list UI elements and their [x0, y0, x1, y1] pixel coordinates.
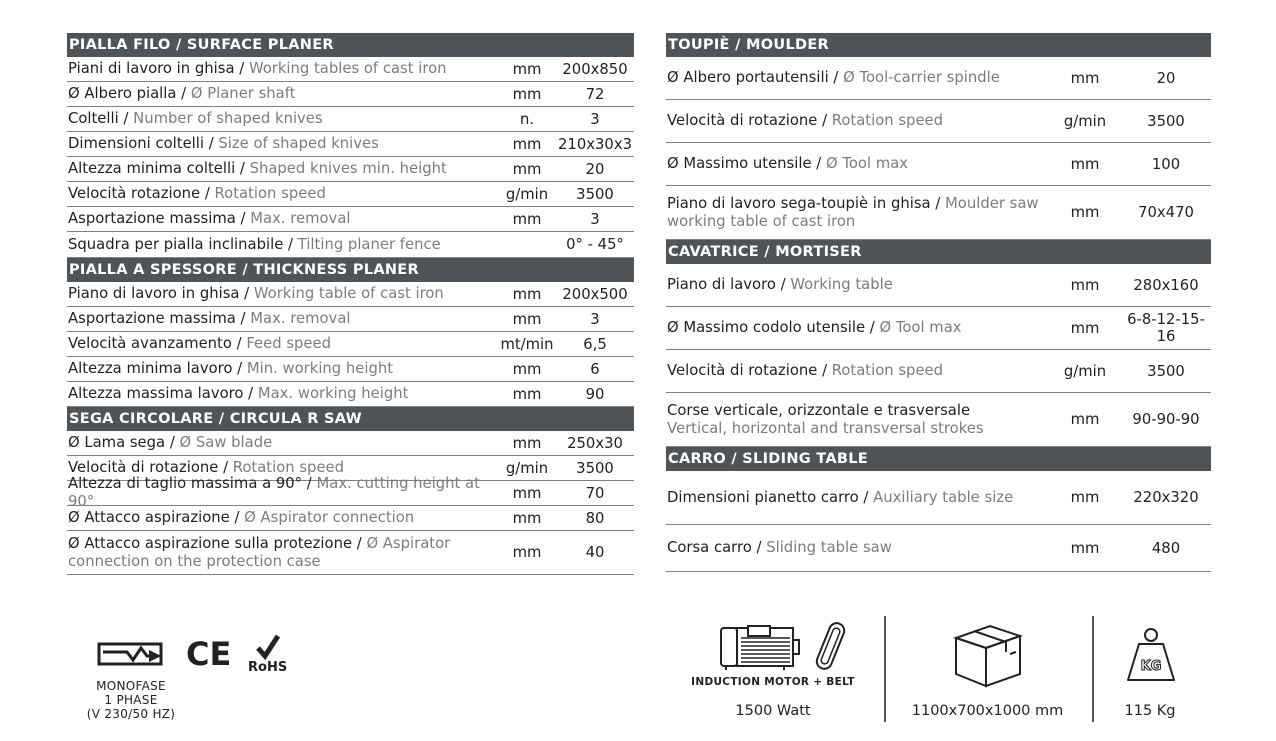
spec-value: 3500	[576, 459, 614, 477]
spec-label	[67, 110, 498, 128]
section-header: PIALLA A SPESSORE / THICKNESS PLANER	[67, 258, 634, 282]
spec-label	[67, 535, 498, 571]
spec-unit: mm	[1070, 319, 1100, 337]
power-caption	[83, 679, 179, 721]
spec-unit: mm	[1070, 204, 1100, 221]
spec-label-english: Min. working height	[246, 360, 394, 377]
spec-label-english: Ø Aspirator connection on the protection case	[68, 534, 451, 570]
spec-value: 200x500	[562, 285, 628, 303]
spec-value: 0° - 45°	[566, 236, 624, 253]
spec-label-italian: Piano di lavoro sega-toupiè in ghisa /	[667, 194, 946, 212]
spec-value: 72	[585, 85, 605, 103]
spec-unit: mm	[512, 385, 542, 403]
spec-row	[666, 100, 1211, 143]
spec-label-italian: Velocità rotazione /	[68, 185, 215, 202]
spec-label	[666, 69, 1049, 87]
spec-value: 90	[585, 385, 605, 403]
spec-unit: mm	[512, 360, 542, 378]
rohs-text: RoHS	[248, 660, 288, 674]
spec-label-english: Auxiliary table size	[873, 488, 1014, 506]
spec-label-italian: Dimensioni coltelli /	[68, 135, 219, 152]
spec-row	[666, 57, 1211, 100]
spec-label-italian: Corse verticale, orizzontale e trasversale	[667, 401, 971, 419]
spec-row	[67, 107, 634, 132]
spec-value: 3500	[576, 185, 614, 203]
spec-row	[67, 357, 634, 382]
spec-label-italian: Altezza massima lavoro /	[68, 385, 258, 402]
spec-label	[666, 195, 1049, 231]
spec-label-italian: Coltelli /	[68, 110, 134, 127]
spec-label-italian: Altezza di taglio massima a 90° /	[68, 475, 317, 492]
spec-label-italian: Altezza minima lavoro /	[68, 360, 247, 377]
spec-unit: g/min	[1063, 112, 1107, 130]
weight-value: 115 Kg	[1124, 703, 1176, 719]
spec-value: 100	[1151, 155, 1181, 173]
spec-label-italian: Velocità di rotazione /	[68, 459, 233, 476]
section-header: TOUPIÈ / MOULDER	[666, 33, 1211, 57]
spec-label	[67, 60, 498, 78]
spec-unit: n.	[519, 110, 535, 128]
single-phase-icon	[97, 640, 165, 668]
spec-label-english: Ø Aspirator connection	[244, 509, 415, 526]
spec-unit: mm	[512, 285, 542, 303]
spec-label	[67, 509, 498, 527]
right-spec-column	[666, 33, 1211, 572]
spec-unit: mm	[512, 544, 542, 561]
spec-value: 20	[585, 160, 605, 178]
spec-label	[67, 85, 498, 103]
weight-icon-text: KG	[1140, 659, 1162, 674]
motor-value: 1500 Watt	[735, 703, 811, 719]
spec-label-english: Sliding table saw	[766, 539, 892, 556]
spec-label	[67, 210, 498, 228]
spec-unit: mm	[1070, 411, 1100, 428]
spec-row	[67, 232, 634, 258]
spec-label-italian: Piani di lavoro in ghisa /	[68, 60, 249, 77]
spec-value: 3	[590, 210, 600, 228]
spec-label	[67, 285, 498, 303]
spec-label-italian: Ø Massimo utensile /	[667, 155, 826, 172]
spec-label-english: Vertical, horizontal and transversal strokes	[667, 419, 984, 437]
spec-label	[666, 276, 1049, 294]
spec-label-english: Rotation speed	[232, 459, 345, 476]
spec-label-italian: Piano di lavoro /	[667, 276, 791, 293]
spec-row	[666, 264, 1211, 307]
spec-label	[666, 539, 1049, 557]
spec-unit: mm	[1070, 69, 1100, 87]
spec-unit: mm	[512, 434, 542, 452]
belt-icon	[812, 620, 852, 672]
left-spec-column	[67, 33, 634, 575]
spec-value: 70	[585, 484, 605, 502]
spec-unit: mm	[512, 509, 542, 527]
section-header: PIALLA FILO / SURFACE PLANER	[67, 33, 634, 57]
spec-value: 480	[1151, 539, 1181, 557]
spec-unit: g/min	[505, 185, 549, 203]
spec-row	[666, 471, 1211, 525]
spec-label	[67, 434, 498, 452]
spec-value: 6-8-12-15-16	[1127, 311, 1205, 345]
spec-value: 210x30x3	[558, 135, 632, 153]
spec-value: 3	[590, 110, 600, 128]
spec-label-english: Tilting planer fence	[297, 235, 441, 253]
spec-label-english: Moulder saw working table of cast iron	[667, 194, 1039, 230]
spec-unit: mm	[1070, 539, 1100, 557]
spec-label-english: Max. removal	[250, 210, 351, 227]
spec-row	[666, 186, 1211, 240]
spec-label-english: Max. working height	[257, 385, 409, 402]
spec-label-italian: Ø Albero portautensili /	[667, 69, 844, 86]
spec-label	[666, 362, 1049, 380]
spec-label-italian: Velocità avanzamento /	[68, 335, 247, 352]
spec-label-english: Ø Tool max	[825, 155, 909, 172]
spec-label-english: Max. cutting height at 90°	[68, 475, 480, 510]
spec-row	[67, 157, 634, 182]
spec-value: 6,5	[583, 335, 607, 353]
spec-label-english: Feed speed	[246, 335, 332, 352]
spec-row	[67, 332, 634, 357]
spec-row	[67, 431, 634, 456]
spec-label-italian: Ø Albero pialla /	[68, 85, 191, 102]
dimensions-value: 1100x700x1000 mm	[911, 703, 1064, 719]
ce-mark-icon	[186, 637, 232, 669]
spec-label-italian: Velocità di rotazione /	[667, 112, 832, 129]
spec-label	[67, 360, 498, 378]
spec-label-english: Working table of cast iron	[253, 285, 444, 302]
spec-label-italian: Ø Lama sega /	[68, 434, 180, 451]
spec-row	[67, 506, 634, 531]
spec-label-english: Number of shaped knives	[133, 110, 323, 127]
spec-label	[67, 135, 498, 153]
power-line2: 1 PHASE	[104, 693, 158, 707]
spec-value: 90-90-90	[1132, 411, 1200, 428]
power-line1: MONOFASE	[96, 679, 166, 693]
spec-unit: mm	[512, 85, 542, 103]
spec-label-italian: Ø Attacco aspirazione sulla protezione /	[68, 534, 367, 552]
spec-label	[67, 385, 498, 403]
spec-label-english: Max. removal	[250, 310, 351, 327]
spec-unit: mm	[1070, 155, 1100, 173]
spec-label-italian: Ø Massimo codolo utensile /	[667, 319, 880, 336]
spec-unit: mm	[512, 160, 542, 178]
spec-label-english: Ø Saw blade	[179, 434, 273, 451]
spec-label	[666, 402, 1049, 438]
spec-row	[666, 143, 1211, 186]
spec-label-english: Rotation speed	[831, 362, 944, 379]
spec-label	[666, 489, 1049, 507]
spec-label-italian: Dimensioni pianetto carro /	[667, 488, 874, 506]
spec-value: 3500	[1147, 362, 1185, 380]
spec-unit: mm	[1070, 276, 1100, 294]
spec-value: 200x850	[562, 60, 628, 78]
spec-value: 80	[585, 509, 605, 527]
spec-unit: mm	[512, 310, 542, 328]
spec-label-english: Ø Tool-carrier spindle	[843, 69, 1000, 86]
spec-label-english: Shaped knives min. height	[249, 160, 447, 177]
spec-unit: mm	[512, 60, 542, 78]
spec-unit: mm	[1070, 489, 1100, 506]
spec-label-italian: Asportazione massima /	[68, 310, 251, 327]
spec-label-italian: Squadra per pialla inclinabile /	[68, 235, 298, 253]
spec-label-english: Size of shaped knives	[218, 135, 379, 152]
spec-row	[67, 57, 634, 82]
spec-value: 20	[1156, 69, 1176, 87]
spec-unit: mm	[512, 135, 542, 153]
footer-divider	[1092, 616, 1094, 722]
spec-label	[666, 112, 1049, 130]
spec-row	[67, 132, 634, 157]
section-header: CARRO / SLIDING TABLE	[666, 447, 1211, 471]
spec-label	[67, 335, 498, 353]
spec-value: 40	[585, 544, 605, 561]
spec-row	[67, 282, 634, 307]
spec-value: 70x470	[1138, 204, 1194, 221]
spec-label	[67, 310, 498, 328]
spec-value: 3500	[1147, 112, 1185, 130]
spec-row	[67, 307, 634, 332]
package-box-icon	[950, 620, 1026, 690]
spec-row	[666, 525, 1211, 572]
spec-label-english: Ø Planer shaft	[190, 85, 296, 102]
spec-unit: g/min	[1063, 362, 1107, 380]
motor-icon	[718, 624, 802, 672]
spec-value: 280x160	[1133, 276, 1199, 294]
spec-label	[67, 185, 498, 203]
spec-unit: mm	[512, 484, 542, 502]
spec-label-english: Working tables of cast iron	[248, 60, 447, 77]
spec-row	[67, 531, 634, 575]
spec-value: 250x30	[567, 434, 623, 452]
spec-value: 3	[590, 310, 600, 328]
rohs-icon	[246, 634, 294, 674]
spec-label-english: Rotation speed	[214, 185, 326, 202]
spec-label-italian: Ø Attacco aspirazione /	[68, 509, 245, 526]
spec-value: 6	[590, 360, 600, 378]
spec-unit: mm	[512, 210, 542, 228]
footer-divider	[884, 616, 886, 722]
spec-label-italian: Piano di lavoro in ghisa /	[68, 285, 254, 302]
spec-label-english: Working table	[790, 276, 893, 293]
spec-label-italian: Velocità di rotazione /	[667, 362, 832, 379]
spec-row	[67, 182, 634, 207]
spec-label-english: Ø Tool max	[879, 319, 962, 336]
spec-unit: g/min	[505, 459, 549, 477]
spec-row	[67, 82, 634, 107]
spec-unit: mt/min	[500, 335, 554, 353]
spec-label	[666, 319, 1049, 337]
spec-label	[666, 155, 1049, 173]
spec-label-english: Rotation speed	[831, 112, 944, 129]
section-header: CAVATRICE / MORTISER	[666, 240, 1211, 264]
motor-label: INDUCTION MOTOR + BELT	[691, 676, 855, 688]
spec-label-italian: Altezza minima coltelli /	[68, 160, 250, 177]
spec-row	[666, 307, 1211, 350]
ce-mark-text: CE	[186, 637, 232, 669]
spec-label-italian: Corsa carro /	[667, 539, 767, 556]
spec-row	[67, 207, 634, 232]
spec-label	[67, 236, 498, 254]
section-header: SEGA CIRCOLARE / CIRCULA R SAW	[67, 407, 634, 431]
spec-row	[67, 382, 634, 407]
spec-label-italian: Asportazione massima /	[68, 210, 251, 227]
weight-icon	[1124, 626, 1178, 684]
spec-label	[67, 160, 498, 178]
spec-row	[666, 350, 1211, 393]
spec-row	[666, 393, 1211, 447]
spec-value: 220x320	[1133, 489, 1199, 506]
spec-label	[67, 475, 498, 511]
spec-row	[67, 475, 634, 510]
power-line3: (V 230/50 HZ)	[86, 707, 176, 721]
